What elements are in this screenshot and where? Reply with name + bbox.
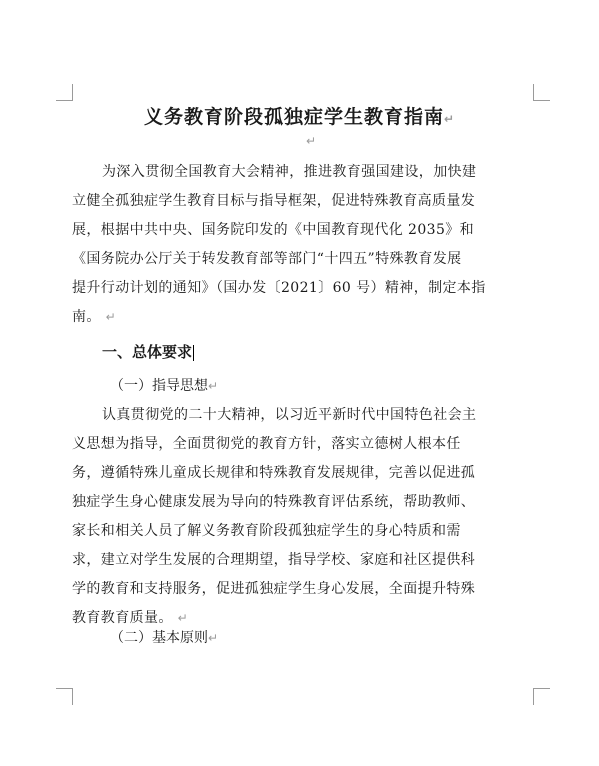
document-title[interactable]	[0, 102, 599, 129]
crop-mark-bottom-left	[56, 688, 73, 705]
text-cursor	[193, 345, 194, 361]
crop-mark-top-left	[56, 84, 73, 101]
subheading-text: （一）指导思想	[110, 378, 208, 394]
paragraph-line: 义思想为指导，全面贯彻党的教育方针，落实立德树人根本任	[72, 436, 461, 452]
guiding-paragraph[interactable]	[72, 401, 534, 633]
paragraph-mark-icon: ↵	[443, 112, 456, 126]
crop-mark-bottom-right	[533, 688, 550, 705]
paragraph-line: 为深入贯彻全国教育大会精神，推进教育强国建设，加快建	[102, 164, 477, 180]
paragraph-mark-icon: ↵	[306, 134, 317, 148]
paragraph-line: 认真贯彻党的二十大精神，以习近平新时代中国特色社会主	[102, 407, 477, 423]
crop-mark-top-right	[533, 84, 550, 101]
paragraph-line: 《国务院办公厅关于转发教育部等部门“十四五”特殊教育发展	[72, 251, 462, 267]
subheading-guiding-ideology[interactable]	[110, 372, 218, 401]
title-text: 义务教育阶段孤独症学生教育指南	[143, 106, 444, 128]
section-heading-text: 一、总体要求	[102, 343, 193, 361]
section-heading[interactable]	[102, 338, 194, 367]
paragraph-line: 务，遵循特殊儿童成长规律和特殊教育发展规律，完善以促进孤	[72, 465, 476, 481]
paragraph-line: 家长和相关人员了解义务教育阶段孤独症学生的身心特质和需	[72, 523, 461, 539]
subheading-text: （二）基本原则	[110, 630, 208, 646]
paragraph-line: 学的教育和支持服务，促进孤独症学生身心发展，全面提升特殊	[72, 581, 476, 597]
paragraph-mark-icon: ↵	[208, 631, 219, 645]
paragraph-line: 立健全孤独症学生教育目标与指导框架，促进特殊教育高质量发	[72, 193, 476, 209]
line-text: 南。	[72, 309, 101, 325]
paragraph-line: 独症学生身心健康发展为导向的特殊教育评估系统，帮助教师、	[72, 494, 476, 510]
subheading-basic-principles[interactable]	[110, 624, 218, 653]
line-text: 教育教育质量。	[72, 610, 173, 626]
paragraph-line: 提升行动计划的通知》（国办发〔2021〕60 号）精神，制定本指	[72, 280, 486, 296]
paragraph-line: 展，根据中共中央、国务院印发的《中国教育现代化 2035》和	[72, 222, 475, 238]
paragraph-mark-icon: ↵	[177, 611, 189, 625]
paragraph-mark-icon: ↵	[105, 310, 117, 324]
paragraph-line-last	[72, 303, 534, 332]
intro-paragraph[interactable]	[72, 158, 534, 332]
paragraph-line: 求，建立对学生发展的合理期望，指导学校、家庭和社区提供科	[72, 552, 476, 568]
paragraph-mark-icon: ↵	[208, 379, 219, 393]
